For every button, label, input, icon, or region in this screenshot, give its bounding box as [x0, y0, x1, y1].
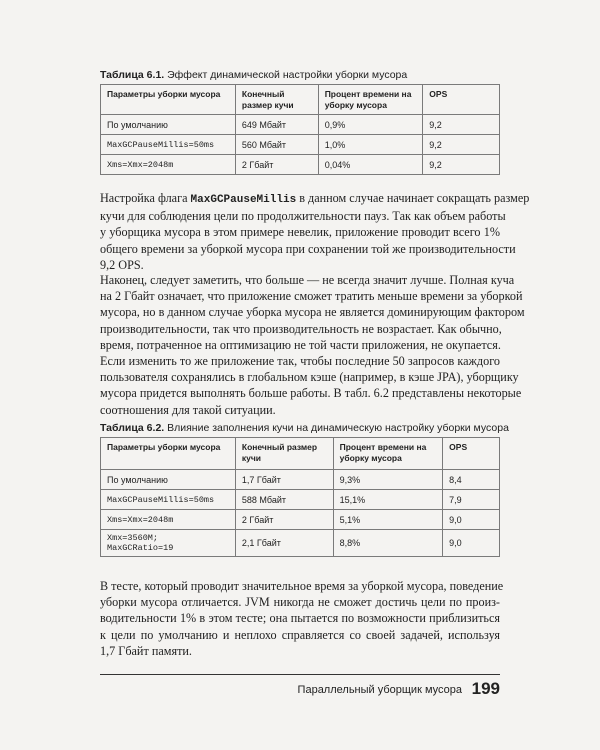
table-cell: 0,9%: [318, 115, 423, 135]
table-cell: Xms=Xmx=2048m: [101, 155, 236, 175]
column-header: OPS: [443, 438, 500, 470]
table-cell: 1,7 Гбайт: [235, 470, 333, 490]
table-cell: 5,1%: [333, 510, 443, 530]
table-row: [101, 470, 500, 490]
paragraph-line: к цели по умолчанию и неплохо справляется со своей задачей, используя: [100, 627, 500, 642]
table-cell: 2,1 Гбайт: [235, 530, 333, 557]
paragraph-line: мусора, но в данном случае уборка мусора не является доминирующим фактором: [100, 305, 525, 320]
paragraph-line: на 2 Гбайт означает, что приложение сможет тратить меньше времени за уборкой: [100, 289, 523, 304]
table-cell: 9,2: [423, 135, 500, 155]
paragraph-line: время, потраченное на оптимизацию не той части приложения, не окупается.: [100, 337, 501, 352]
table-cell: Xms=Xmx=2048m: [101, 510, 236, 530]
table-cell: 2 Гбайт: [235, 510, 333, 530]
paragraph-line: 1,7 Гбайт памяти.: [100, 643, 192, 658]
table-cell: Xmx=3560M; MaxGCRatio=19: [101, 530, 236, 557]
column-header: Параметры уборки мусора: [101, 85, 236, 115]
paragraph-line: водительности 1% в этом тесте; она пытается по возможности приблизиться: [100, 611, 500, 626]
table-row: [101, 490, 500, 510]
table-cell: MaxGCPauseMillis=50ms: [101, 135, 236, 155]
table-caption: [100, 69, 407, 81]
table-cell: 7,9: [443, 490, 500, 510]
body-paragraph: [100, 190, 530, 273]
table-cell: 9,0: [443, 510, 500, 530]
table-caption-label: Таблица 6.1.: [100, 69, 165, 81]
paragraph-line: [100, 190, 530, 208]
table-caption-label: Таблица 6.2.: [100, 422, 165, 434]
body-paragraph: [100, 272, 525, 353]
table-cell: 9,3%: [333, 470, 443, 490]
column-header: Процент времени на уборку мусора: [333, 438, 443, 470]
paragraph-line: соотношения для такой ситуации.: [100, 402, 276, 417]
page-number: 199: [471, 679, 500, 698]
body-paragraph: [100, 353, 522, 418]
text-run: Настройка флага: [100, 191, 191, 205]
paragraph-line: Наконец, следует заметить, что больше — не всегда значит лучше. Полная куча: [100, 273, 515, 287]
paragraph-line: мусора придется выполнять больше работы. В табл. 6.2 представлены некоторые: [100, 386, 522, 401]
paragraph-line: общего времени за уборкой мусора при сохранении той же производительности: [100, 241, 516, 256]
table-cell: MaxGCPauseMillis=50ms: [101, 490, 236, 510]
inline-code: MaxGCPauseMillis: [190, 194, 297, 206]
table-caption: [100, 422, 509, 434]
table-cell: 2 Гбайт: [235, 155, 318, 175]
table-row: [101, 530, 500, 557]
table-cell: По умолчанию: [101, 470, 236, 490]
paragraph-line: Если изменить то же приложение так, чтобы последние 50 запросов каждого: [100, 354, 500, 368]
column-header: Конечный размер кучи: [235, 85, 318, 115]
column-header: Конечный размер кучи: [235, 438, 333, 470]
paragraph-line: у уборщика мусора в этом примере невелик, приложение проводит всего 1%: [100, 225, 500, 240]
running-footer-title: Параллельный уборщик мусора: [297, 684, 462, 696]
table-cell: 8,4: [443, 470, 500, 490]
table-row: [101, 115, 500, 135]
column-header: OPS: [423, 85, 500, 115]
column-header: Процент времени на уборку мусора: [318, 85, 423, 115]
column-header: Параметры уборки мусора: [101, 438, 236, 470]
footer-divider: [100, 674, 500, 675]
table-header-row: [101, 85, 500, 115]
paragraph-line: производительности, так что производительность не возрастает. Как обычно,: [100, 321, 502, 336]
table-caption-text: Влияние заполнения кучи на динамическую настройку уборки мусора: [164, 422, 509, 434]
text-run: в данном случае начинает сокращать размер: [296, 191, 530, 205]
paragraph-line: пользователя сохранялись в глобальном кэше (например, в кэше JPA), уборщику: [100, 370, 519, 385]
table-cell: 0,04%: [318, 155, 423, 175]
table-cell: 8,8%: [333, 530, 443, 557]
body-paragraph: [100, 578, 504, 659]
table-cell: 9,2: [423, 115, 500, 135]
table-caption-text: Эффект динамической настройки уборки мусора: [164, 69, 408, 81]
table-cell: 1,0%: [318, 135, 423, 155]
table-cell: 9,0: [443, 530, 500, 557]
table-cell: 560 Мбайт: [235, 135, 318, 155]
table-row: [101, 510, 500, 530]
table-cell: По умолчанию: [101, 115, 236, 135]
table-cell: 588 Мбайт: [235, 490, 333, 510]
paragraph-line: кучи для соблюдения цели по продолжительности пауз. Так как объем работы: [100, 209, 506, 224]
table-header-row: [101, 438, 500, 470]
data-table: [100, 437, 500, 557]
paragraph-line: В тесте, который проводит значительное время за уборкой мусора, поведение: [100, 579, 504, 593]
data-table: [100, 84, 500, 175]
paragraph-line: 9,2 OPS.: [100, 257, 144, 272]
table-row: [101, 135, 500, 155]
table-row: [101, 155, 500, 175]
table-cell: 9,2: [423, 155, 500, 175]
table-cell: 649 Мбайт: [235, 115, 318, 135]
paragraph-line: уборки мусора отличается. JVM никогда не сможет достичь цели по произ-: [100, 595, 500, 610]
table-cell: 15,1%: [333, 490, 443, 510]
